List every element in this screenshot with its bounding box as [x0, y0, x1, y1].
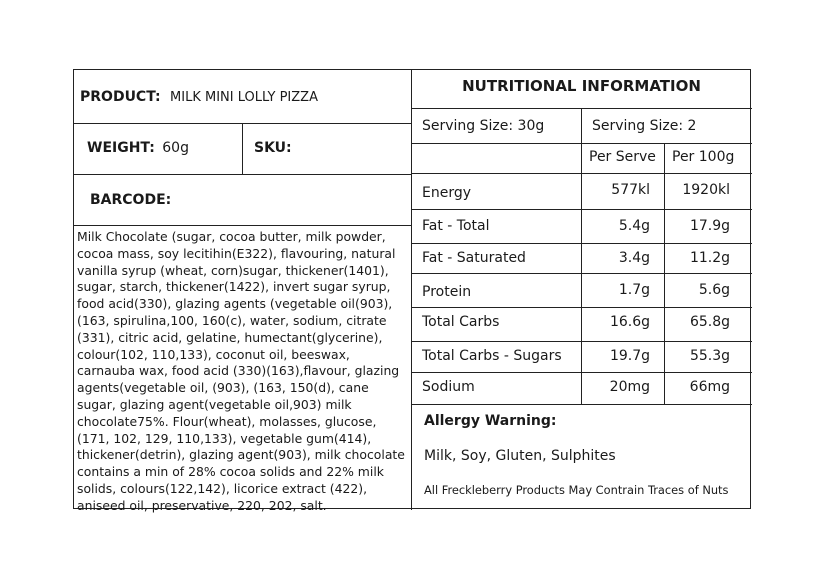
nutrient-per-100g: 17.9g: [689, 218, 730, 234]
allergy-title: Allergy Warning:: [424, 413, 557, 429]
header-per-serve: Per Serve: [589, 149, 656, 165]
ingredients-text: Milk Chocolate (sugar, cocoa butter, milk powder, cocoa mass, soy lecitihin(E322), flavouring, natural vanilla syrup (wheat, corn)sugar, thickener(1401), sugar, starch, thickener(1422), invert sugar syrup, food acid(330), glazing agents (vegetable oil(903), (163, spirulina,100, 160(c), water, sodium, citrate (331), citric acid, gelatine, humectant(glycerine), colour(102, 110,133), coconut oil, beeswax, carnauba wax, food acid (330)(163),flavour, glazing agents(vegetable oil, (903), (163, 150(d), cane sugar, glazing agent(vegetable oil,903) milk chocolate75%. Flour(wheat), molasses, glucose, (171, 102, 129, 110,133), vegetable gum(414), thickener(detrin), glazing agent(903), milk chocolate contains a min of 28% cocoa solids and 22% milk solids, colours(122,142), licorice extract (422), aniseed oil, preservative, 220, 202, salt.: [77, 229, 405, 513]
divider: [411, 404, 752, 405]
nutrient-per-serve: 3.4g: [618, 250, 650, 266]
nutrient-per-100g: 66mg: [689, 379, 730, 395]
nutrient-per-serve: 20mg: [609, 379, 650, 395]
nutrient-name: Protein: [422, 284, 472, 300]
divider: [74, 174, 411, 175]
weight-label: WEIGHT:: [87, 140, 155, 156]
divider: [411, 143, 752, 144]
nutrient-per-100g: 5.6g: [698, 282, 730, 298]
nutrient-name: Fat - Total: [422, 218, 490, 234]
divider: [411, 307, 752, 308]
nutrient-name: Energy: [422, 185, 472, 201]
weight-row: [87, 140, 189, 156]
product-name: MILK MINI LOLLY PIZZA: [170, 90, 318, 105]
nutrition-title: NUTRITIONAL INFORMATION: [462, 77, 701, 95]
nutrient-per-100g: 55.3g: [689, 348, 730, 364]
nutrient-name: Total Carbs: [422, 314, 500, 330]
nutrient-per-serve: 19.7g: [609, 348, 650, 364]
serving-size: Serving Size: 30g: [422, 118, 545, 134]
nutrient-name: Sodium: [422, 379, 475, 395]
nutrient-per-serve: 16.6g: [609, 314, 650, 330]
divider: [242, 123, 243, 174]
nutrient-per-serve: 577kl: [611, 182, 650, 198]
divider: [411, 341, 752, 342]
barcode-label: BARCODE:: [90, 192, 172, 208]
divider: [411, 273, 752, 274]
nutrient-name: Fat - Saturated: [422, 250, 526, 266]
header-per-100g: Per 100g: [672, 149, 735, 165]
allergens-list: Milk, Soy, Gluten, Sulphites: [424, 448, 616, 464]
product-row: [80, 89, 318, 105]
nutrient-per-100g: 1920kl: [682, 182, 730, 198]
nutrient-per-100g: 11.2g: [689, 250, 730, 266]
nutrient-name: Total Carbs - Sugars: [422, 348, 562, 364]
sku-row: [254, 140, 292, 156]
column-divider: [411, 70, 412, 510]
divider: [411, 209, 752, 210]
divider: [74, 225, 411, 226]
weight-value: 60g: [162, 140, 189, 156]
servings-per-pack: Serving Size: 2: [592, 118, 697, 134]
nutrient-per-100g: 65.8g: [689, 314, 730, 330]
product-label: PRODUCT:: [80, 89, 161, 105]
nutrition-label: [73, 69, 751, 513]
divider: [411, 173, 752, 174]
allergy-note: All Freckleberry Products May Contrain Traces of Nuts: [424, 483, 729, 497]
sku-label: SKU:: [254, 140, 292, 156]
divider: [581, 108, 582, 404]
nutrient-per-serve: 5.4g: [618, 218, 650, 234]
nutrient-per-serve: 1.7g: [618, 282, 650, 298]
divider: [411, 243, 752, 244]
divider: [411, 372, 752, 373]
